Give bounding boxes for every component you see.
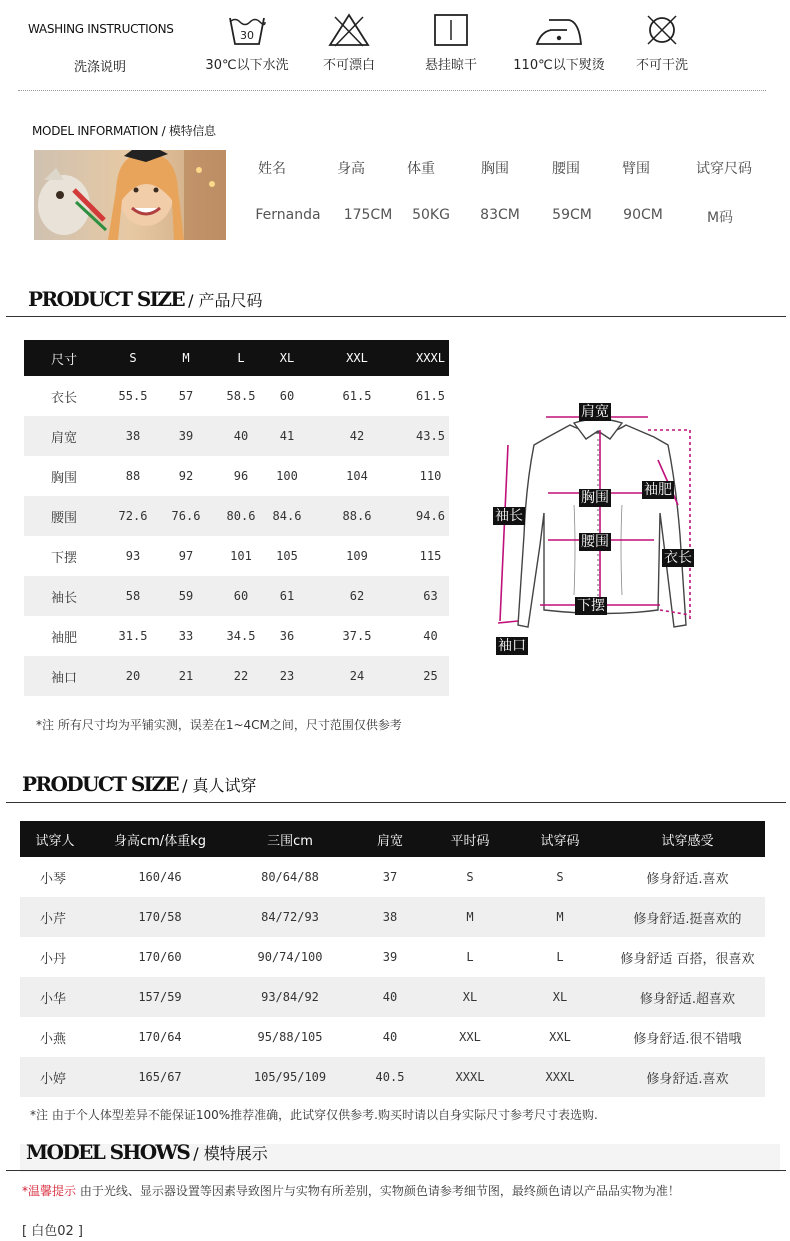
- size-header: 尺寸: [24, 340, 104, 376]
- table-cell: 80.6: [210, 496, 272, 536]
- table-cell: 23: [272, 656, 302, 696]
- wash-temp-text: 30: [240, 29, 254, 42]
- table-cell: XXL: [459, 1030, 481, 1044]
- section-rule: [6, 316, 786, 317]
- table-cell: 110: [419, 469, 442, 483]
- table-cell: 修身舒适.喜欢: [610, 1057, 765, 1097]
- table-cell: 袖口: [24, 656, 104, 696]
- table-cell: 88.6: [302, 496, 412, 536]
- wash-item-iron: [504, 12, 614, 73]
- size-table: [24, 340, 449, 696]
- model-info-header: 胸围: [481, 161, 509, 177]
- table-row: [24, 576, 449, 616]
- real-fit-heading: [22, 772, 257, 796]
- table-cell: 59: [162, 576, 210, 616]
- table-cell: 修身舒适.喜欢: [646, 871, 729, 887]
- table-cell: 40: [423, 629, 438, 643]
- table-cell: 修身舒适.挺喜欢的: [610, 897, 765, 937]
- real-fit-table: [20, 821, 765, 1097]
- table-cell: 42: [302, 416, 412, 456]
- table-cell: 24: [302, 656, 412, 696]
- table-cell: 41: [272, 416, 302, 456]
- table-cell: 165/67: [90, 1057, 230, 1097]
- section-title-en: PRODUCT SIZE: [28, 287, 185, 311]
- table-cell: 衣长: [50, 390, 77, 406]
- table-cell: 115: [419, 549, 442, 563]
- table-cell: 170/58: [90, 897, 230, 937]
- wash-item-30: [192, 12, 302, 73]
- table-cell: 90/74/100: [257, 950, 323, 964]
- wash-item-hang-dry: [396, 12, 506, 73]
- table-row: [20, 977, 765, 1017]
- section-title-cn: / 产品尺码: [188, 291, 263, 310]
- table-row: [20, 897, 765, 937]
- table-cell: 22: [210, 656, 272, 696]
- table-row: [24, 536, 449, 576]
- table-cell: XXXL: [430, 1057, 510, 1097]
- model-shows-heading: [26, 1140, 268, 1164]
- table-cell: 63: [412, 576, 449, 616]
- table-cell: 43.5: [412, 416, 449, 456]
- fit-header: 肩宽: [350, 821, 430, 857]
- table-cell: 39: [162, 416, 210, 456]
- table-cell: 100: [276, 469, 298, 483]
- wash-label: 30℃以下水洗: [205, 58, 289, 73]
- label-cuff: 袖口: [498, 638, 526, 654]
- table-cell: 94.6: [412, 496, 449, 536]
- label-hem: 下摆: [577, 598, 605, 614]
- model-info-header: 臂围: [622, 161, 650, 177]
- table-cell: XL: [510, 977, 610, 1017]
- table-cell: 72.6: [104, 496, 162, 536]
- table-cell: 58: [104, 576, 162, 616]
- model-info-header: 身高: [337, 161, 365, 177]
- table-cell: 88: [125, 469, 141, 483]
- table-cell: 57: [178, 389, 194, 403]
- table-cell: 40: [382, 1030, 398, 1044]
- table-cell: M: [430, 897, 510, 937]
- section-title-en: MODEL SHOWS: [26, 1140, 190, 1164]
- table-cell: XL: [430, 977, 510, 1017]
- divider: [18, 90, 766, 91]
- table-cell: 39: [382, 950, 398, 964]
- table-cell: 下摆: [50, 550, 77, 566]
- color-label: [ 白色02 ]: [22, 1224, 83, 1239]
- table-cell: 腰围: [24, 496, 104, 536]
- table-cell: 胸围: [50, 470, 77, 486]
- model-info-value: 83CM: [480, 207, 520, 223]
- table-cell: 36: [279, 629, 295, 643]
- washing-title-cn: 洗涤说明: [74, 60, 127, 75]
- wash-label: 悬挂晾干: [424, 58, 477, 73]
- wash-label: 110℃以下熨烫: [513, 58, 605, 73]
- size-header: XXL: [302, 340, 412, 376]
- table-cell: 62: [302, 576, 412, 616]
- table-cell: 95/88/105: [257, 1030, 323, 1044]
- model-info-value: 175CM: [343, 207, 393, 223]
- model-info-header: 姓名: [258, 161, 286, 177]
- table-cell: 小燕: [40, 1031, 67, 1047]
- hang-dry-icon: [431, 12, 471, 48]
- product-size-heading: [28, 287, 263, 311]
- table-cell: 小华: [20, 977, 90, 1017]
- section-title-en: PRODUCT SIZE: [22, 772, 179, 796]
- table-cell: 157/59: [90, 977, 230, 1017]
- fit-note: *注 由于个人体型差异不能保证100%推荐准确，此试穿仅供参考.购买时请以自身实际尺寸参考尺寸表选购.: [30, 1108, 598, 1122]
- iron-110-icon: [533, 12, 585, 48]
- table-row: [24, 376, 449, 416]
- table-cell: XXXL: [510, 1057, 610, 1097]
- size-table-header-row: [24, 340, 449, 376]
- label-chest: 胸围: [581, 490, 609, 506]
- table-cell: 37: [382, 870, 398, 884]
- section-rule: [6, 802, 786, 803]
- section-rule: [6, 1170, 786, 1171]
- table-cell: 104: [346, 469, 368, 483]
- table-cell: 修身舒适 百搭，很喜欢: [620, 951, 755, 967]
- table-cell: 101: [230, 549, 252, 563]
- table-cell: 93: [125, 549, 141, 563]
- size-header: XL: [272, 340, 302, 376]
- table-cell: S: [556, 870, 564, 884]
- table-cell: L: [466, 950, 474, 964]
- table-cell: 92: [178, 469, 194, 483]
- wash-30-icon: [227, 12, 267, 48]
- table-row: [24, 416, 449, 456]
- size-header: S: [104, 340, 162, 376]
- fit-header: 试穿感受: [610, 821, 765, 857]
- model-info-header: 体重: [407, 161, 435, 177]
- size-header: M: [162, 340, 210, 376]
- table-cell: 38: [104, 416, 162, 456]
- warm-tip-prefix: *温馨提示: [22, 1184, 77, 1198]
- table-cell: 修身舒适.很不错哦: [633, 1031, 742, 1047]
- table-row: [24, 496, 449, 536]
- table-cell: 34.5: [226, 629, 256, 643]
- table-cell: 40.5: [350, 1057, 430, 1097]
- table-cell: L: [556, 950, 564, 964]
- model-photo: [34, 150, 226, 240]
- label-length: 衣长: [664, 550, 692, 566]
- table-cell: 40: [350, 977, 430, 1017]
- table-cell: S: [466, 870, 474, 884]
- table-cell: 小丹: [40, 951, 67, 967]
- wash-item-no-dry-clean: [607, 12, 717, 73]
- table-cell: 修身舒适.超喜欢: [610, 977, 765, 1017]
- model-info-value: 50KG: [412, 207, 450, 223]
- fit-header: 身高cm/体重kg: [90, 821, 230, 857]
- table-cell: 61: [272, 576, 302, 616]
- table-cell: XXL: [549, 1030, 571, 1044]
- table-cell: 96: [233, 469, 249, 483]
- table-row: [20, 937, 765, 977]
- size-note: *注 所有尺寸均为平铺实测，误差在1~4CM之间，尺寸范围仅供参考: [36, 718, 402, 732]
- table-cell: 60: [210, 576, 272, 616]
- size-header: L: [210, 340, 272, 376]
- warm-tip: [22, 1182, 680, 1199]
- model-info-title: MODEL INFORMATION / 模特信息: [32, 124, 216, 138]
- model-info-header: 腰围: [552, 161, 580, 177]
- table-cell: 84.6: [272, 496, 302, 536]
- fit-header: 平时码: [430, 821, 510, 857]
- washing-title-en: WASHING INSTRUCTIONS: [28, 22, 174, 36]
- size-header: XXXL: [412, 340, 449, 376]
- table-cell: 33: [178, 629, 194, 643]
- table-cell: 小婷: [20, 1057, 90, 1097]
- table-cell: 97: [178, 549, 194, 563]
- table-row: [24, 456, 449, 496]
- table-cell: 55.5: [118, 389, 148, 403]
- table-cell: 109: [346, 549, 368, 563]
- table-row: [20, 1057, 765, 1097]
- table-cell: 袖肥: [50, 630, 77, 646]
- wash-label: 不可干洗: [635, 58, 688, 73]
- table-cell: 小琴: [40, 871, 67, 887]
- section-title-cn: / 真人试穿: [182, 776, 257, 795]
- label-shoulder: 肩宽: [581, 404, 609, 420]
- label-waist: 腰围: [581, 534, 609, 550]
- table-row: [20, 1017, 765, 1057]
- wash-item-no-bleach: [294, 12, 404, 73]
- fit-table-header-row: [20, 821, 765, 857]
- table-cell: 60: [279, 389, 295, 403]
- table-cell: 105/95/109: [230, 1057, 350, 1097]
- table-row: [20, 857, 765, 897]
- table-cell: 20: [104, 656, 162, 696]
- table-row: [24, 656, 449, 696]
- section-title-cn: / 模特展示: [193, 1144, 268, 1163]
- table-cell: 105: [276, 549, 298, 563]
- table-cell: 小芹: [20, 897, 90, 937]
- table-cell: 31.5: [118, 629, 148, 643]
- fit-header: 三围cm: [230, 821, 350, 857]
- table-cell: M: [510, 897, 610, 937]
- table-cell: 80/64/88: [261, 870, 319, 884]
- table-cell: 21: [162, 656, 210, 696]
- table-cell: 37.5: [342, 629, 372, 643]
- model-info-value: 59CM: [552, 207, 592, 223]
- model-info-value: Fernanda: [255, 207, 321, 223]
- shirt-measurement-diagram: [488, 395, 728, 665]
- fit-header: 试穿码: [510, 821, 610, 857]
- label-sleeve-length: 袖长: [495, 508, 523, 524]
- table-cell: 袖长: [24, 576, 104, 616]
- table-row: [24, 616, 449, 656]
- table-cell: 160/46: [138, 870, 182, 884]
- model-info-value: 90CM: [623, 207, 663, 223]
- model-info-value: M码: [706, 210, 734, 226]
- table-cell: 38: [350, 897, 430, 937]
- table-cell: 61.5: [416, 389, 445, 403]
- table-cell: 25: [412, 656, 449, 696]
- no-dry-clean-icon: [642, 12, 682, 48]
- wash-label: 不可漂白: [322, 58, 375, 73]
- table-cell: 58.5: [226, 389, 256, 403]
- label-sleeve-width: 袖肥: [644, 482, 672, 498]
- model-info-header: 试穿尺码: [696, 161, 752, 177]
- shirt-illustration: [488, 395, 728, 665]
- table-cell: 61.5: [342, 389, 372, 403]
- table-cell: 170/64: [138, 1030, 182, 1044]
- table-cell: 40: [210, 416, 272, 456]
- table-cell: 肩宽: [24, 416, 104, 456]
- no-bleach-icon: [327, 12, 371, 48]
- table-cell: 84/72/93: [230, 897, 350, 937]
- warm-tip-text: 由于光线、显示器设置等因素导致图片与实物有所差别，实物颜色请参考细节图，最终颜色请以产品品实物为准！: [76, 1184, 680, 1198]
- table-cell: 170/60: [138, 950, 182, 964]
- fit-header: 试穿人: [20, 821, 90, 857]
- table-cell: 76.6: [162, 496, 210, 536]
- table-cell: 93/84/92: [230, 977, 350, 1017]
